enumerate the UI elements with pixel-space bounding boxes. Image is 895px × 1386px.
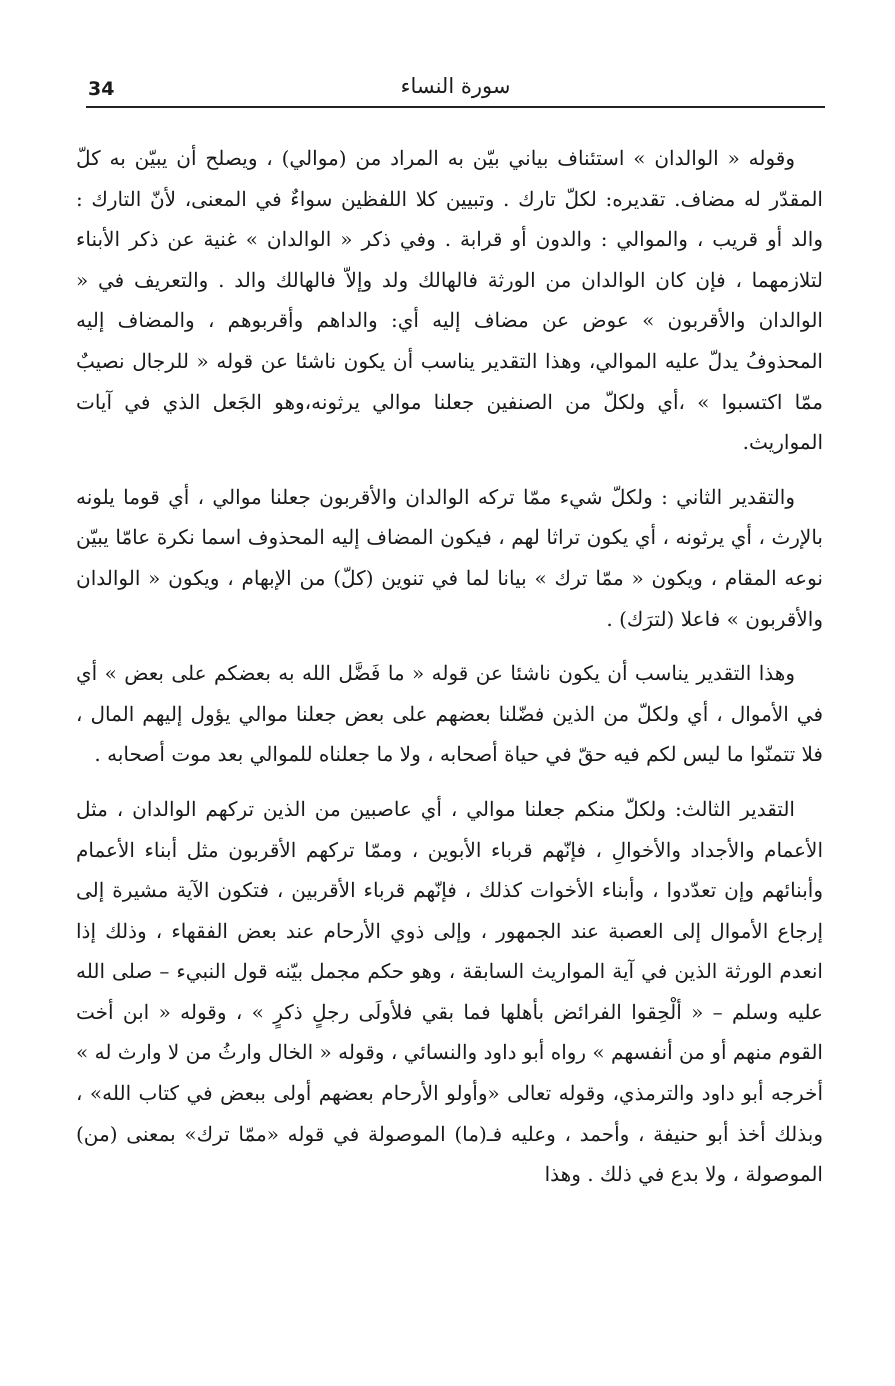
paragraph: التقدير الثالث: ولكلّ منكم جعلنا موالي ، أي عاصبين من الذين تركهم الوالدان ، مثل الأعمام والأجداد والأخوالِ ، فإنّهم قرباء الأبوين ، وممّا تركهم الأقربون مثل أبناء الأعمام وأبنائهم وإن تعدّدوا ، وأبناء الأخوات كذلك ، فإنّهم قرباء الأقربين ، فتكون الآية مشيرة إلى إرجاع الأموال إلى العصبة عند الجمهور ، وإلى ذوي الأرحام عند بعض الفقهاء ، وذلك إذا انعدم الورثة الذين في آية المواريث السابقة ، وهو حكم مجمل بيّنه قول النبيء – صلى الله عليه وسلم – « ألْحِقوا الفرائض بأهلها فما بقي فلأولَى رجلٍ ذكرٍ » ، وقوله « ابن أخت القوم منهم أو من أنفسهم » رواه أبو داود والنسائي ، وقوله « الخال وارثُ من لا وارث له » أخرجه أبو داود والترمذي، وقوله تعالى «وأولو الأرحام بعضهم أولى ببعض في كتاب الله» ، وبذلك أخذ أبو حنيفة ، وأحمد ، وعليه فـ(ما) الموصولة في قوله «ممّا ترك» بمعنى (من) الموصولة ، ولا بدع في ذلك . وهذا [76, 796, 823, 1187]
page-header [88, 74, 823, 104]
paragraph: والتقدير الثاني : ولكلّ شيء ممّا تركه الوالدان والأقربون جعلنا موالي ، أي قوما يلونه بالإرث ، أي يرثونه ، أي يكون تراثا لهم ، فيكون المضاف إليه المحذوف اسما نكرة عامّا يبيّن نوعه المقام ، ويكون « ممّا ترك » بيانا لما في تنوين (كلّ) من الإبهام ، ويكون « الوالدان والأقربون » فاعلا (لترَك) . [76, 484, 823, 631]
paragraph: وقوله « الوالدان » استئناف بياني بيّن به المراد من (موالي) ، ويصلح أن يبيّن به كلّ المقدّر له مضاف. تقديره: لكلّ تارك . وتبيين كلا اللفظين سواءٌ في المعنى، لأنّ التارك : والد أو قريب ، والموالي : والدون أو قرابة . وفي ذكر « الوالدان » غنية عن ذكر الأبناء لتلازمهما ، فإن كان الوالدان من الورثة فالهالك ولد وإلاّ فالهالك والد . والتعريف في « الوالدان والأقربون » عوض عن مضاف إليه أي: والداهم وأقربوهم ، والمضاف إليه المحذوفُ يدلّ عليه الموالي، وهذا التقدير يناسب أن يكون ناشئا عن قوله « للرجال نصيبٌ ممّا اكتسبوا » ،أي ولكلّ من الصنفين جعلنا موالي يرثونه،وهو الجَعل الذي في آيات المواريث. [76, 146, 823, 455]
body-text [76, 138, 823, 1195]
page-number: 34 [88, 78, 115, 100]
header-rule [86, 106, 825, 108]
running-head: سورة النساء [400, 74, 511, 98]
paragraph: وهذا التقدير يناسب أن يكون ناشئا عن قوله « ما فَضَّل الله به بعضكم على بعض » أي في الأموال ، أي ولكلّ من الذين فضّلنا بعضهم على بعض جعلنا موالي يؤول إليهم المال ، فلا تتمنّوا ما ليس لكم فيه حقّ في حياة أصحابه ، ولا ما جعلناه للموالي بعد موت أصحابه . [76, 661, 823, 767]
